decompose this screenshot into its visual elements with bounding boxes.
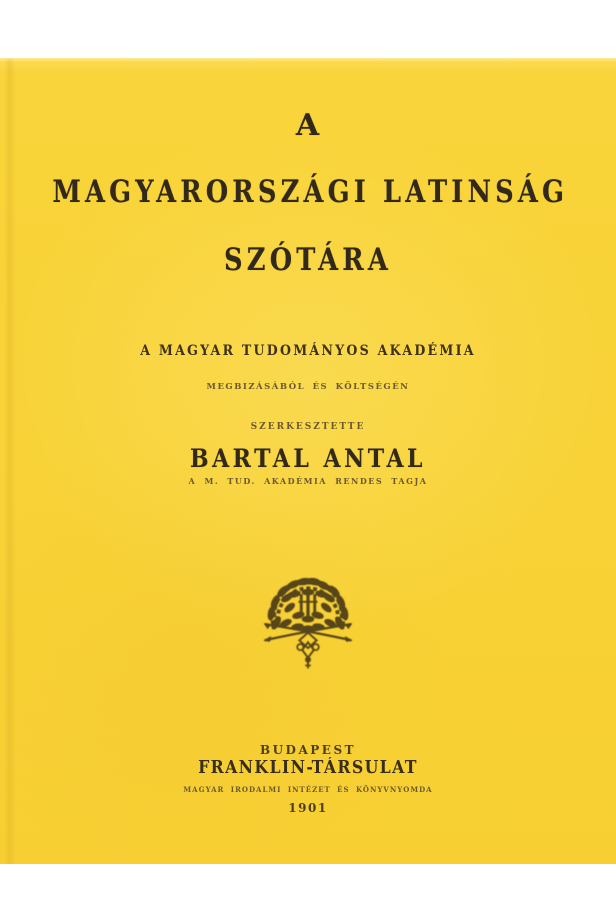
ornamental-wreath-emblem-icon xyxy=(0,573,616,673)
publisher-name: FRANKLIN-TÁRSULAT xyxy=(198,758,418,778)
publisher-subtitle: MAGYAR IRODALMI INTÉZET ÉS KÖNYVNYOMDA xyxy=(183,785,433,794)
academy-line: A MAGYAR TUDOMÁNYOS AKADÉMIA xyxy=(140,343,476,359)
publication-year: 1901 xyxy=(288,801,328,815)
editor-label: SZERKESZTETTE xyxy=(250,422,366,432)
title-line-2: SZÓTÁRA xyxy=(224,242,392,278)
title-line-1: MAGYARORSZÁGI LATINSÁG xyxy=(52,174,569,210)
editor-name: BARTAL ANTAL xyxy=(189,444,427,473)
book-cover xyxy=(0,58,616,864)
cover-top-edge xyxy=(0,58,616,62)
title-article: A xyxy=(295,108,321,143)
publisher-city: BUDAPEST xyxy=(259,743,357,757)
editor-title: A M. TUD. AKADÉMIA RENDES TAGJA xyxy=(188,476,428,486)
commission-line: MEGBIZÁSÁBÓL ÉS KÖLTSÉGÉN xyxy=(206,382,410,392)
